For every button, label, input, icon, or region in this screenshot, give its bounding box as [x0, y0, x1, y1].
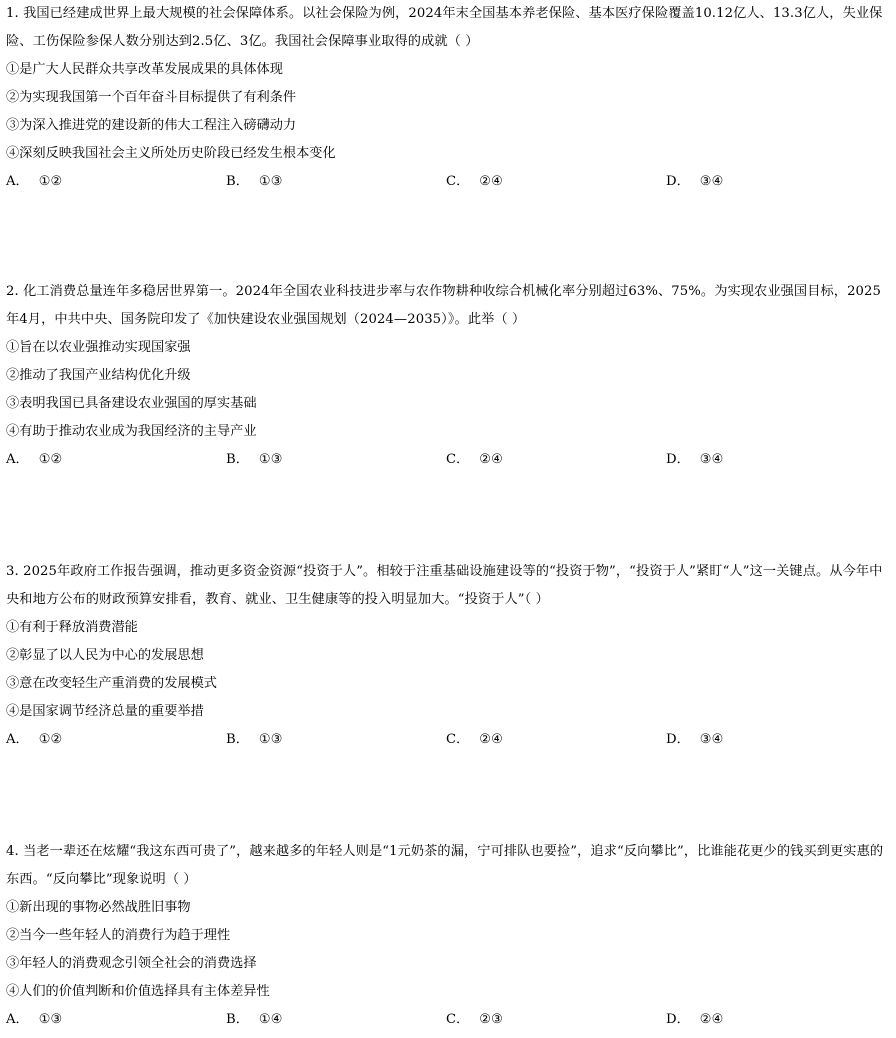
statement-1: ①旨在以农业强推动实现国家强 [6, 340, 191, 355]
statement-3: ③年轻人的消费观念引领全社会的消费选择 [6, 956, 257, 971]
statement-1: ①有利于释放消费潜能 [6, 620, 138, 635]
choice-a[interactable]: A． ①② [6, 732, 63, 747]
statement-4: ④人们的价值判断和价值选择具有主体差异性 [6, 984, 270, 999]
statement-3: ③表明我国已具备建设农业强国的厚实基础 [6, 396, 257, 411]
statement-2: ②为实现我国第一个百年奋斗目标提供了有利条件 [6, 90, 297, 105]
statement-1: ①是广大人民群众共享改革发展成果的具体体现 [6, 62, 283, 77]
choice-b[interactable]: B． ①③ [226, 732, 283, 747]
choice-a[interactable]: A． ①③ [6, 1012, 63, 1027]
answer-choices [6, 1006, 886, 1034]
question-stem: 4. 当老一辈还在炫耀“我这东西可贵了”，越来越多的年轻人则是“1元奶茶的漏，宁可排队也要捡”，追求“反向攀比”，比谁能花更少的钱买到更实惠的东西。“反向攀比”现象说明（ ） [6, 844, 884, 887]
statement-2: ②彰显了以人民为中心的发展思想 [6, 648, 204, 663]
statement-3: ③为深入推进党的建设新的伟大工程注入磅礴动力 [6, 118, 297, 133]
statement-2: ②当今一些年轻人的消费行为趋于理性 [6, 928, 231, 943]
question-2 [6, 278, 886, 474]
choice-d[interactable]: D． ②④ [666, 1012, 724, 1027]
question-3 [6, 558, 886, 754]
statement-1: ①新出现的事物必然战胜旧事物 [6, 900, 191, 915]
question-1 [6, 0, 886, 196]
choice-b[interactable]: B． ①③ [226, 452, 283, 467]
question-stem: 2. 化工消费总量连年多稳居世界第一。2024年全国农业科技进步率与农作物耕种收综合机械化率分别超过63%、75%。为实现农业强国目标，2025年4月，中共中央、国务院印发了《加快建设农业强国规划（2024—2035）》。此举（ ） [6, 284, 882, 327]
choice-c[interactable]: C． ②④ [446, 174, 503, 189]
question-stem: 3. 2025年政府工作报告强调，推动更多资金资源“投资于人”。相较于注重基础设施建设等的“投资于物”，“投资于人”紧盯“人”这一关键点。从今年中央和地方公布的财政预算安排看，教育、就业、卫生健康等的投入明显加大。“投资于人”（ ） [6, 564, 883, 607]
choice-b[interactable]: B． ①③ [226, 174, 283, 189]
choice-d[interactable]: D． ③④ [666, 174, 724, 189]
question-4 [6, 838, 886, 1034]
statement-3: ③意在改变轻生产重消费的发展模式 [6, 676, 217, 691]
choice-d[interactable]: D． ③④ [666, 452, 724, 467]
question-stem: 1. 我国已经建成世界上最大规模的社会保障体系。以社会保险为例，2024年末全国基本养老保险、基本医疗保险覆盖10.12亿人、13.3亿人，失业保险、工伤保险参保人数分别达到2.5亿、3亿。我国社会保障事业取得的成就（ ） [6, 6, 883, 49]
statement-2: ②推动了我国产业结构优化升级 [6, 368, 191, 383]
statement-4: ④是国家调节经济总量的重要举措 [6, 704, 204, 719]
answer-choices [6, 168, 886, 196]
statement-4: ④深刻反映我国社会主义所处历史阶段已经发生根本变化 [6, 146, 336, 161]
choice-d[interactable]: D． ③④ [666, 732, 724, 747]
choice-c[interactable]: C． ②③ [446, 1012, 503, 1027]
choice-c[interactable]: C． ②④ [446, 452, 503, 467]
choice-a[interactable]: A． ①② [6, 452, 63, 467]
choice-b[interactable]: B． ①④ [226, 1012, 283, 1027]
statement-4: ④有助于推动农业成为我国经济的主导产业 [6, 424, 257, 439]
choice-a[interactable]: A． ①② [6, 174, 63, 189]
answer-choices [6, 446, 886, 474]
choice-c[interactable]: C． ②④ [446, 732, 503, 747]
answer-choices [6, 726, 886, 754]
